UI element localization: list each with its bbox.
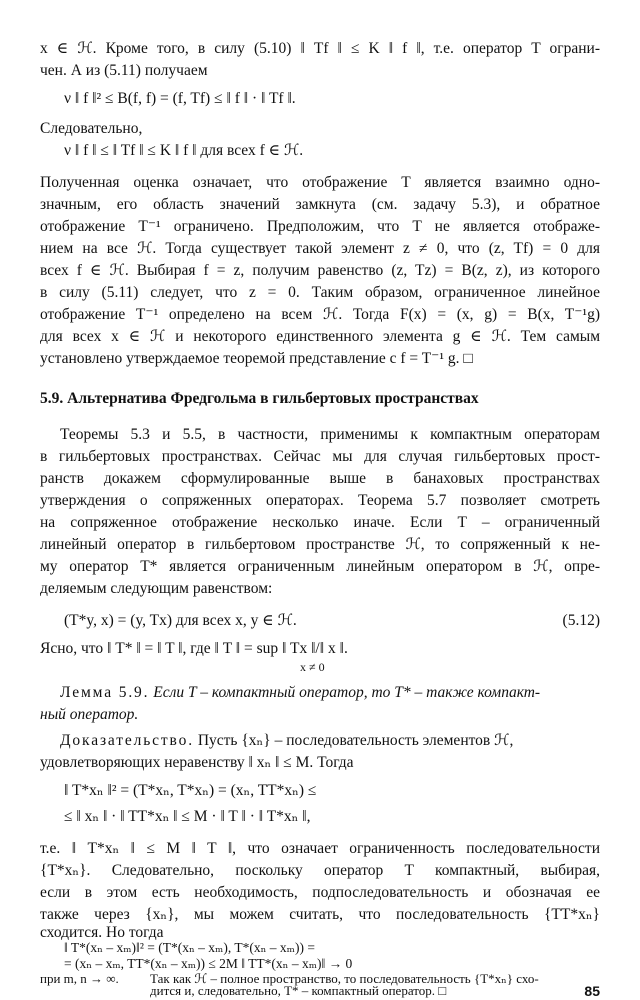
text-line: при m, n → ∞. [40,972,119,986]
text-line: т.е. ‖ T*xₙ ‖ ≤ M ‖ T ‖, что означает ограниченность последовательности [40,840,600,857]
section-heading: 5.9. Альтернатива Фредгольма в гильбертовых пространствах [40,390,479,407]
text-line: утверждения о сопряженных операторах. Теорема 5.7 позволяет смотреть [40,492,600,509]
page-number: 85 [584,983,600,999]
lemma-text: Если T – компактный оператор, то T* – также компакт- [153,684,541,701]
text-line: чен. А из (5.11) получаем [40,62,208,79]
text-line: линейный оператор в гильбертовом пространстве ℋ, то сопряженный к не- [40,536,600,553]
text-line: для всех x ∈ ℋ и некоторого единственного элемента g ∈ ℋ. Тем самым [40,328,600,345]
equation-number: (5.12) [562,612,600,629]
lemma-label: Лемма 5.9. [60,684,150,701]
text-line: му оператор T* является ограниченным линейным оператором в ℋ, опре- [40,558,600,575]
text-line: в гильбертовых пространствах. Сейчас мы для случая гильбертовых прост- [40,448,600,465]
text-line: x ∈ ℋ. Кроме того, в силу (5.10) ‖ Tf ‖ ≤ K ‖ f ‖, т.е. оператор T ограни- [40,40,600,57]
formula: ≤ ‖ xₙ ‖ · ‖ TT*xₙ ‖ ≤ M · ‖ T ‖ · ‖ T*xₙ ‖, [64,808,311,825]
text-line: нием на все ℋ. Тогда существует такой элемент z ≠ 0, что (z, Tf) = 0 для [40,240,600,257]
proof-line [60,730,600,752]
text-line: всех f ∈ ℋ. Выбирая f = z, получим равенство (z, Tz) = B(z, z), из которого [40,262,600,279]
text-line: установлено утверждаемое теоремой представление с f = T⁻¹ g. □ [40,350,473,367]
lemma-line [60,682,600,704]
formula: = (xₙ – xₘ, TT*(xₙ – xₘ)) ≤ 2M ‖ TT*(xₙ – xₘ)‖ → 0 [64,956,353,971]
text-line: Теоремы 5.3 и 5.5, в частности, применимы к компактным операторам [60,426,600,443]
text-line: Так как ℋ – полное пространство, то последовательность {T*xₙ} схо- [150,972,539,986]
text-line: деляемым следующим равенством: [40,580,273,597]
text-line: {T*xₙ}. Следовательно, поскольку оператор T компактный, выбирая, [40,862,600,879]
text-line: Следовательно, [40,120,143,137]
text-line: Ясно, что ‖ T* ‖ = ‖ T ‖, где ‖ T ‖ = sup ‖ Tx ‖/‖ x ‖. [40,640,348,657]
formula: (T*y, x) = (y, Tx) для всех x, y ∈ ℋ. [64,612,297,629]
formula: ν ‖ f ‖ ≤ ‖ Tf ‖ ≤ K ‖ f ‖ для всех f ∈ ℋ. [64,142,304,159]
text-line: отображение T⁻¹ определено на всем ℋ. Тогда F(x) = (x, g) = B(x, T⁻¹g) [40,306,600,323]
text-line: дится и, следовательно, T* – компактный оператор. □ [150,984,447,998]
formula: ν ‖ f ‖² ≤ B(f, f) = (f, Tf) ≤ ‖ f ‖ · ‖ Tf ‖. [64,90,296,107]
text-line: на сопряженное отображение несколько иначе. Если T – ограниченный [40,514,600,531]
text-line: ранств докажем сформулированные выше в банаховых пространствах [40,470,600,487]
text-line: Полученная оценка означает, что отображение T является взаимно одно- [40,174,600,191]
lemma-continuation [40,704,600,726]
text-line: сходится. Но тогда [40,924,164,941]
text-line: удовлетворяющих неравенству ‖ xₙ ‖ ≤ M. Тогда [40,754,354,771]
text-line: отображение T⁻¹ ограничено. Предположим, что T не является отображе- [40,218,600,235]
proof-label: Доказательство. [60,732,194,749]
proof-text: Пусть {xₙ} – последовательность элементов ℋ, [197,732,514,749]
text-line: в силу (5.11) следует, что z = 0. Таким образом, ограниченное линейное [40,284,600,301]
text-line: также через {xₙ}, мы можем считать, что последовательность {TT*xₙ} [40,906,600,923]
text-line: если в этом есть необходимость, подпоследовательность и обозначая ее [40,884,600,901]
sup-subscript: x ≠ 0 [300,660,325,674]
formula: ‖ T*(xₙ – xₘ)‖² = (T*(xₙ – xₘ), T*(xₙ – xₘ)) = [64,940,315,955]
text-line: значным, его область значений замкнута (см. задачу 5.3), и обратное [40,196,600,213]
lemma-text-end: ный оператор. [40,706,139,723]
formula: ‖ T*xₙ ‖² = (T*xₙ, T*xₙ) = (xₙ, TT*xₙ) ≤ [64,782,317,799]
